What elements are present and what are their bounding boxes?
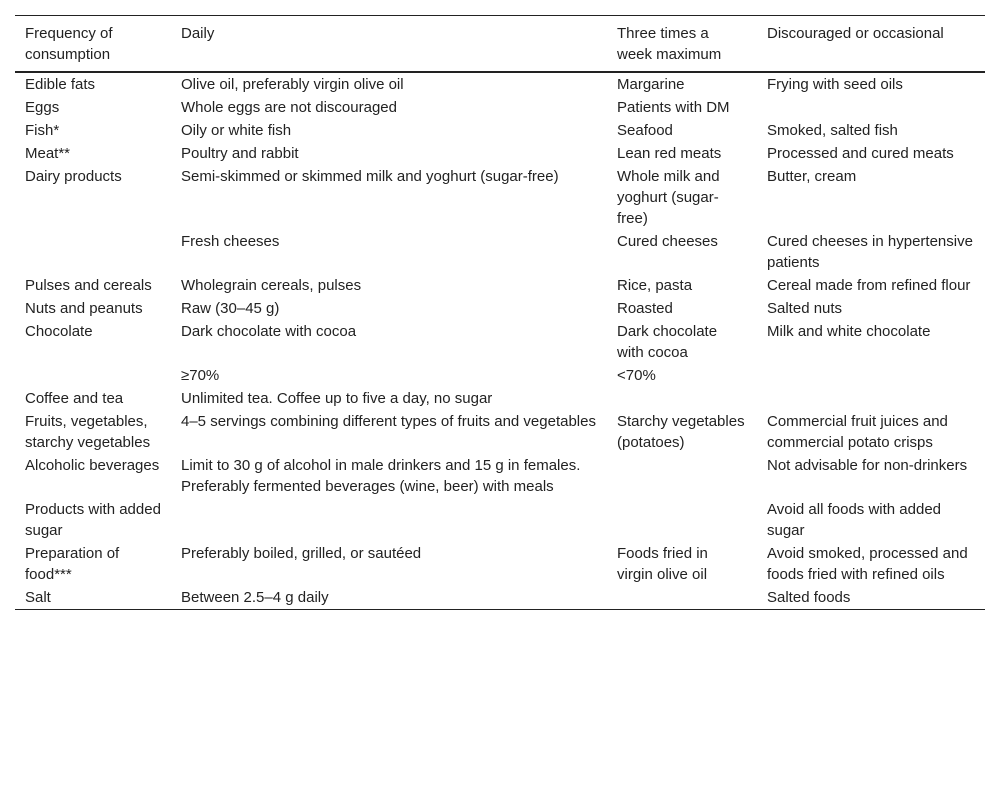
cell-discouraged: Salted foods: [767, 589, 851, 606]
cell-discouraged: Avoid smoked, processed and foods fried with refined oils: [767, 545, 968, 583]
cell-daily: Raw (30–45 g): [181, 300, 280, 317]
cell-daily: Whole eggs are not discouraged: [181, 99, 397, 116]
cell-discouraged: Cured cheeses in hypertensive patients: [767, 233, 973, 271]
cell-three-times-week: Cured cheeses: [617, 233, 718, 250]
table-body: [15, 72, 985, 610]
header-frequency: Frequency of consumption: [25, 25, 113, 63]
cell-discouraged: Not advisable for non-drinkers: [767, 457, 968, 474]
cell-daily: Between 2.5–4 g daily: [181, 589, 329, 606]
cell-three-times-week: Whole milk and yoghurt (sugar-free): [617, 168, 720, 227]
cell-discouraged: Frying with seed oils: [767, 76, 903, 93]
cell-three-times-week: Lean red meats: [617, 145, 722, 162]
header-discouraged: Discouraged or occasional: [767, 25, 944, 42]
table-row: [15, 119, 985, 142]
table-row: [15, 410, 985, 454]
cell-three-times-week: Patients with DM: [617, 99, 730, 116]
cell-three-times-week: Rice, pasta: [617, 277, 693, 294]
table-row: [15, 72, 985, 96]
cell-food-group: Fruits, vegetables, starchy vegetables: [25, 413, 151, 451]
cell-three-times-week: <70%: [617, 367, 656, 384]
cell-daily: Oily or white fish: [181, 122, 292, 139]
cell-daily: [171, 498, 607, 542]
cell-daily: ≥70%: [181, 367, 220, 384]
cell-discouraged: [757, 96, 985, 119]
cell-three-times-week: Margarine: [617, 76, 685, 93]
table-row: [15, 542, 985, 586]
cell-daily: Olive oil, preferably virgin olive oil: [181, 76, 404, 93]
cell-food-group: Pulses and cereals: [25, 277, 152, 294]
cell-three-times-week: Seafood: [617, 122, 673, 139]
cell-discouraged: Commercial fruit juices and commercial potato crisps: [767, 413, 948, 451]
cell-food-group: Nuts and peanuts: [25, 300, 143, 317]
cell-daily: Unlimited tea. Coffee up to five a day, no sugar: [181, 390, 493, 407]
cell-three-times-week: [607, 454, 757, 498]
table-row: [15, 320, 985, 364]
header-daily: Daily: [181, 25, 215, 42]
cell-food-group: Edible fats: [25, 76, 96, 93]
cell-daily: Limit to 30 g of alcohol in male drinkers and 15 g in females. Preferably fermented beverages (wine, beer) with meals: [181, 457, 581, 495]
cell-three-times-week: Starchy vegetables (potatoes): [617, 413, 745, 451]
cell-food-group: Salt: [25, 589, 51, 606]
table-row: [15, 274, 985, 297]
cell-daily: Fresh cheeses: [181, 233, 280, 250]
cell-daily: Dark chocolate with cocoa: [181, 323, 357, 340]
cell-three-times-week: Dark chocolate with cocoa: [617, 323, 718, 361]
cell-daily: Preferably boiled, grilled, or sautéed: [181, 545, 422, 562]
cell-discouraged: Cereal made from refined flour: [767, 277, 971, 294]
table-row: [15, 230, 985, 274]
table-row: [15, 454, 985, 498]
cell-discouraged: Milk and white chocolate: [767, 323, 931, 340]
cell-discouraged: Processed and cured meats: [767, 145, 954, 162]
cell-food-group: Meat**: [25, 145, 71, 162]
cell-daily: 4–5 servings combining different types of fruits and vegetables: [181, 413, 596, 430]
cell-three-times-week: Roasted: [617, 300, 673, 317]
cell-food-group: Alcoholic beverages: [25, 457, 160, 474]
table-row: [15, 364, 985, 387]
cell-three-times-week: [607, 586, 757, 610]
table-row: [15, 165, 985, 230]
cell-food-group: Chocolate: [25, 323, 93, 340]
cell-food-group: Dairy products: [25, 168, 122, 185]
cell-daily: Poultry and rabbit: [181, 145, 299, 162]
header-three-times-week: Three times a week maximum: [617, 25, 722, 63]
cell-discouraged: Salted nuts: [767, 300, 843, 317]
table-row: [15, 297, 985, 320]
cell-food-group: Products with added sugar: [25, 501, 161, 539]
cell-food-group: Fish*: [25, 122, 60, 139]
cell-food-group: Eggs: [25, 99, 60, 116]
cell-food-group: Coffee and tea: [25, 390, 124, 407]
cell-food-group: Preparation of food***: [25, 545, 120, 583]
table-row: [15, 498, 985, 542]
cell-discouraged: Avoid all foods with added sugar: [767, 501, 942, 539]
cell-food-group: [15, 364, 171, 387]
cell-daily: Semi-skimmed or skimmed milk and yoghurt (sugar-free): [181, 168, 559, 185]
cell-food-group: [15, 230, 171, 274]
cell-discouraged: [757, 364, 985, 387]
cell-three-times-week: [607, 387, 757, 410]
cell-discouraged: Butter, cream: [767, 168, 857, 185]
cell-discouraged: [757, 387, 985, 410]
cell-daily: Wholegrain cereals, pulses: [181, 277, 362, 294]
cell-discouraged: Smoked, salted fish: [767, 122, 898, 139]
table-row: [15, 387, 985, 410]
table-row: [15, 586, 985, 610]
table-row: [15, 96, 985, 119]
table-row: [15, 142, 985, 165]
header-row: [15, 16, 985, 73]
cell-three-times-week: Foods fried in virgin olive oil: [617, 545, 708, 583]
diet-recommendations-table: [15, 15, 985, 610]
cell-three-times-week: [607, 498, 757, 542]
